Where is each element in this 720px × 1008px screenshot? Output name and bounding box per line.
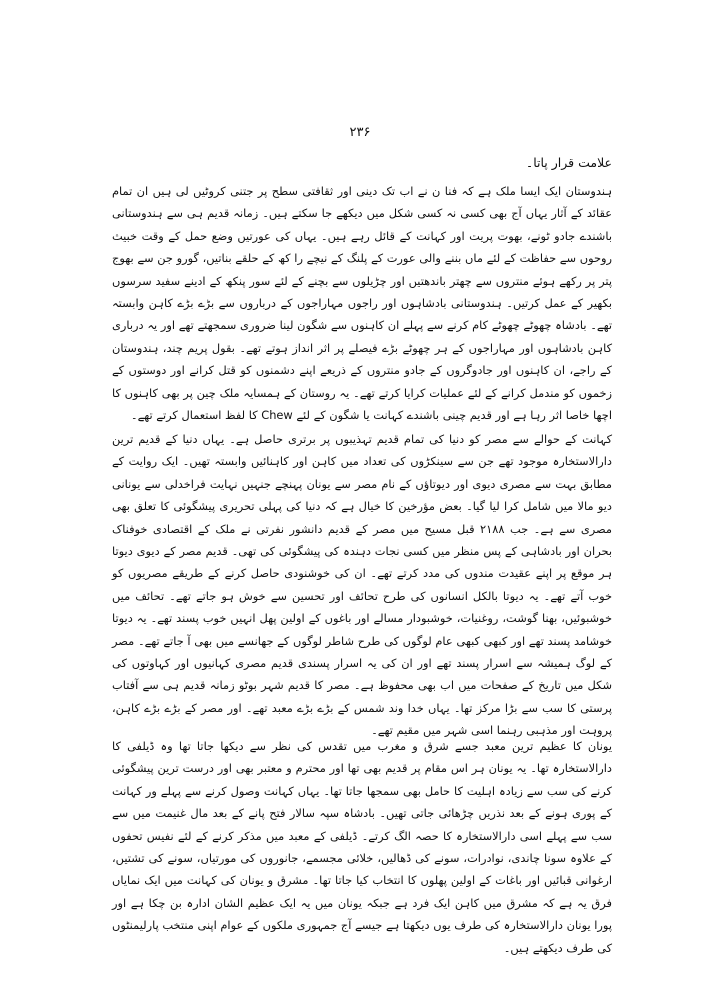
paragraph-text: کہانت کے حوالے سے مصر کو دنیا کی تمام قدیم تہذیبوں پر برتری حاصل ہے۔ یہاں دنیا کے قدیم ترین دارالاستخارہ موجود تھے جن سے سینکڑوں کی تعداد میں کاہن اور کاہنائیں وابستہ تھیں۔ ایک روایت کے مطابق بہت سے مصری دیوی اور دیوتاؤں کے نام مصر سے یونان پہنچے جنہیں نہایت فراخدلی سے یونانی دیو مالا میں شامل کرا لیا گیا۔ بعض مؤرخین کا خیال ہے کہ دنیا کی پہلی تحریری پیشگوئی کا تعلق بھی مصری سے ہے۔ جب ۲۱۸۸ قبل مسیح میں مصر کے قدیم دانشور نفرتی نے ملک کے اقتصادی خوفناک بحران اور بادشاہی کے پس منظر میں کسی نجات دہندہ کی پیشگوئی کی تھی۔ قدیم مصر کے دیوی دیوتا ہر موقع پر اپنے عقیدت مندوں کی مدد کرتے تھے۔ ان کی خوشنودی حاصل کرنے کے طریقے مصریوں کو خوب آتے تھے۔ یہ دیوتا بالکل انسانوں کی طرح تحائف اور تحسین سے خوش ہو جاتے تھے۔ تحائف میں خوشبوئیں، بھنا گوشت، روغنیات، خوشبودار مسالے اور باغوں کے اولین پھل انہیں خوب پسند تھے۔ یہ دیوتا خوشامد پسند تھے اور کبھی کبھی عام لوگوں کی طرح شاطر لوگوں کے جھانسے میں بھی آ جاتے تھے۔ مصر کے لوگ ہمیشہ سے اسرار پسند تھے اور ان کی یہ اسرار پسندی قدیم مصری کہانیوں اور کہاوتوں کی شکل میں تاریخ کے صفحات میں اب بھی محفوظ ہے۔ مصر کا قدیم شہر بوٹو زمانہ قدیم ہی سے آفتاب پرستی کا سب سے بڑا مرکز تھا۔ یہاں خدا وند شمس کے بڑے بڑے معبد تھے۔ اور مصر کے بڑے بڑے کاہن، پروہت اور مذہبی رہنما اسی شہر میں مقیم تھے۔: [112, 432, 612, 738]
paragraph-hindustan: [112, 180, 612, 426]
paragraph-egypt: [112, 428, 612, 742]
section-heading: علامت قرار پاتا۔: [525, 155, 612, 170]
paragraph-greece: [112, 735, 612, 959]
paragraph-text: ہندوستان ایک ایسا ملک ہے کہ فنا ن نے اب تک دینی اور ثقافتی سطح پر جتنی کروٹیں لی ہیں ان تمام عقائد کے آثار یہاں آج بھی کسی نہ کسی شکل میں دیکھے جا سکتے ہیں۔ زمانہ قدیم ہی سے ہندوستانی باشندے جادو ٹونے، بھوت پریت اور کہانت کے قائل رہے ہیں۔ یہاں کی عورتیں وضع حمل کے وقت خبیث روحوں سے حفاظت کے لئے ماں بننے والی عورت کے پلنگ کے نیچے را کھ کے حلقے بناتیں، گورو جن سے بھوج پتر پر رکھے ہوئے منتروں سے چھتر باندھتیں اور چڑیلوں سے بچنے کے لئے سور پنکھ کے ادینے سفید سرسوں بکھیر کے عمل کرتیں۔ ہندوستانی بادشاہوں اور راجوں مہاراجوں کے درباروں سے بڑے بڑے کاہن وابستہ تھے۔ بادشاہ چھوٹے چھوٹے کام کرنے سے پہلے ان کاہنوں سے شگون لینا ضروری سمجھتے تھے اور یہ درباری کاہن بادشاہوں اور مہاراجوں کے ہر چھوٹے بڑے فیصلے پر اثر انداز ہوتے تھے۔ بقول پریم چند، ہندوستان کے راجے، ان کاہنوں اور جادوگروں کے جادو منتروں کے ذریعے اپنے دشمنوں کو قتل کرانے اور دوستوں کے زخموں کو مندمل کرانے کے لئے عملیات کرایا کرتے تھے۔ یہ روستان کے ہمسایہ ملک چین پر بھی کاہنوں کا اچھا خاصا اثر رہا ہے اور قدیم چینی باشندے کہانت یا شگون کے لئے Chew کا لفظ استعمال کرتے تھے۔: [112, 184, 612, 423]
paragraph-text: یونان کا عظیم ترین معبد جسے شرق و مغرب میں تقدس کی نظر سے دیکھا جاتا تھا وہ ڈیلفی کا دارالاستخارہ تھا۔ یہ یونان ہر اس مقام پر قدیم بھی تھا اور محترم و معتبر بھی اور درست ترین پیشگوئی کرنے کی سب سے زیادہ اہلیت کا حامل بھی سمجھا جاتا تھا۔ یہاں کہانت وصول کرنے سے پہلے ور کہانت کے پوری ہونے کے بعد نذریں چڑھائی جاتی تھیں۔ بادشاہ سپہ سالار فتح پانے کے بعد مال غنیمت میں سے سب سے پہلے اسی دارالاستخارہ کا حصہ الگ کرتے۔ ڈیلفی کے معبد میں مذکر کرنے کے لئے نفیس تحفوں کے علاوہ سونا چاندی، نوادرات، سونے کی ڈھالیں، خلائی مجسمے، جانوروں کی مورتیاں، سونے کی تشتیں، ارغوانی قبائیں اور باغات کے اولین پھلوں کا انتخاب کیا جاتا تھا۔ مشرق و یونان کی کہانت میں ایک نمایاں فرق یہ ہے کہ مشرق میں کاہن ایک فرد ہے جبکہ یونان میں یہ ایک عظیم الشان ادارہ بن چکا ہے اور پورا یونان دارالاستخارہ کی طرف یوں دیکھتا ہے جیسے آج جمہوری ملکوں کے عوام اپنی منتخب پارلیمنٹوں کی طرف دیکھتے ہیں۔: [111, 739, 612, 955]
page-number: ۲۳۶: [349, 125, 371, 140]
